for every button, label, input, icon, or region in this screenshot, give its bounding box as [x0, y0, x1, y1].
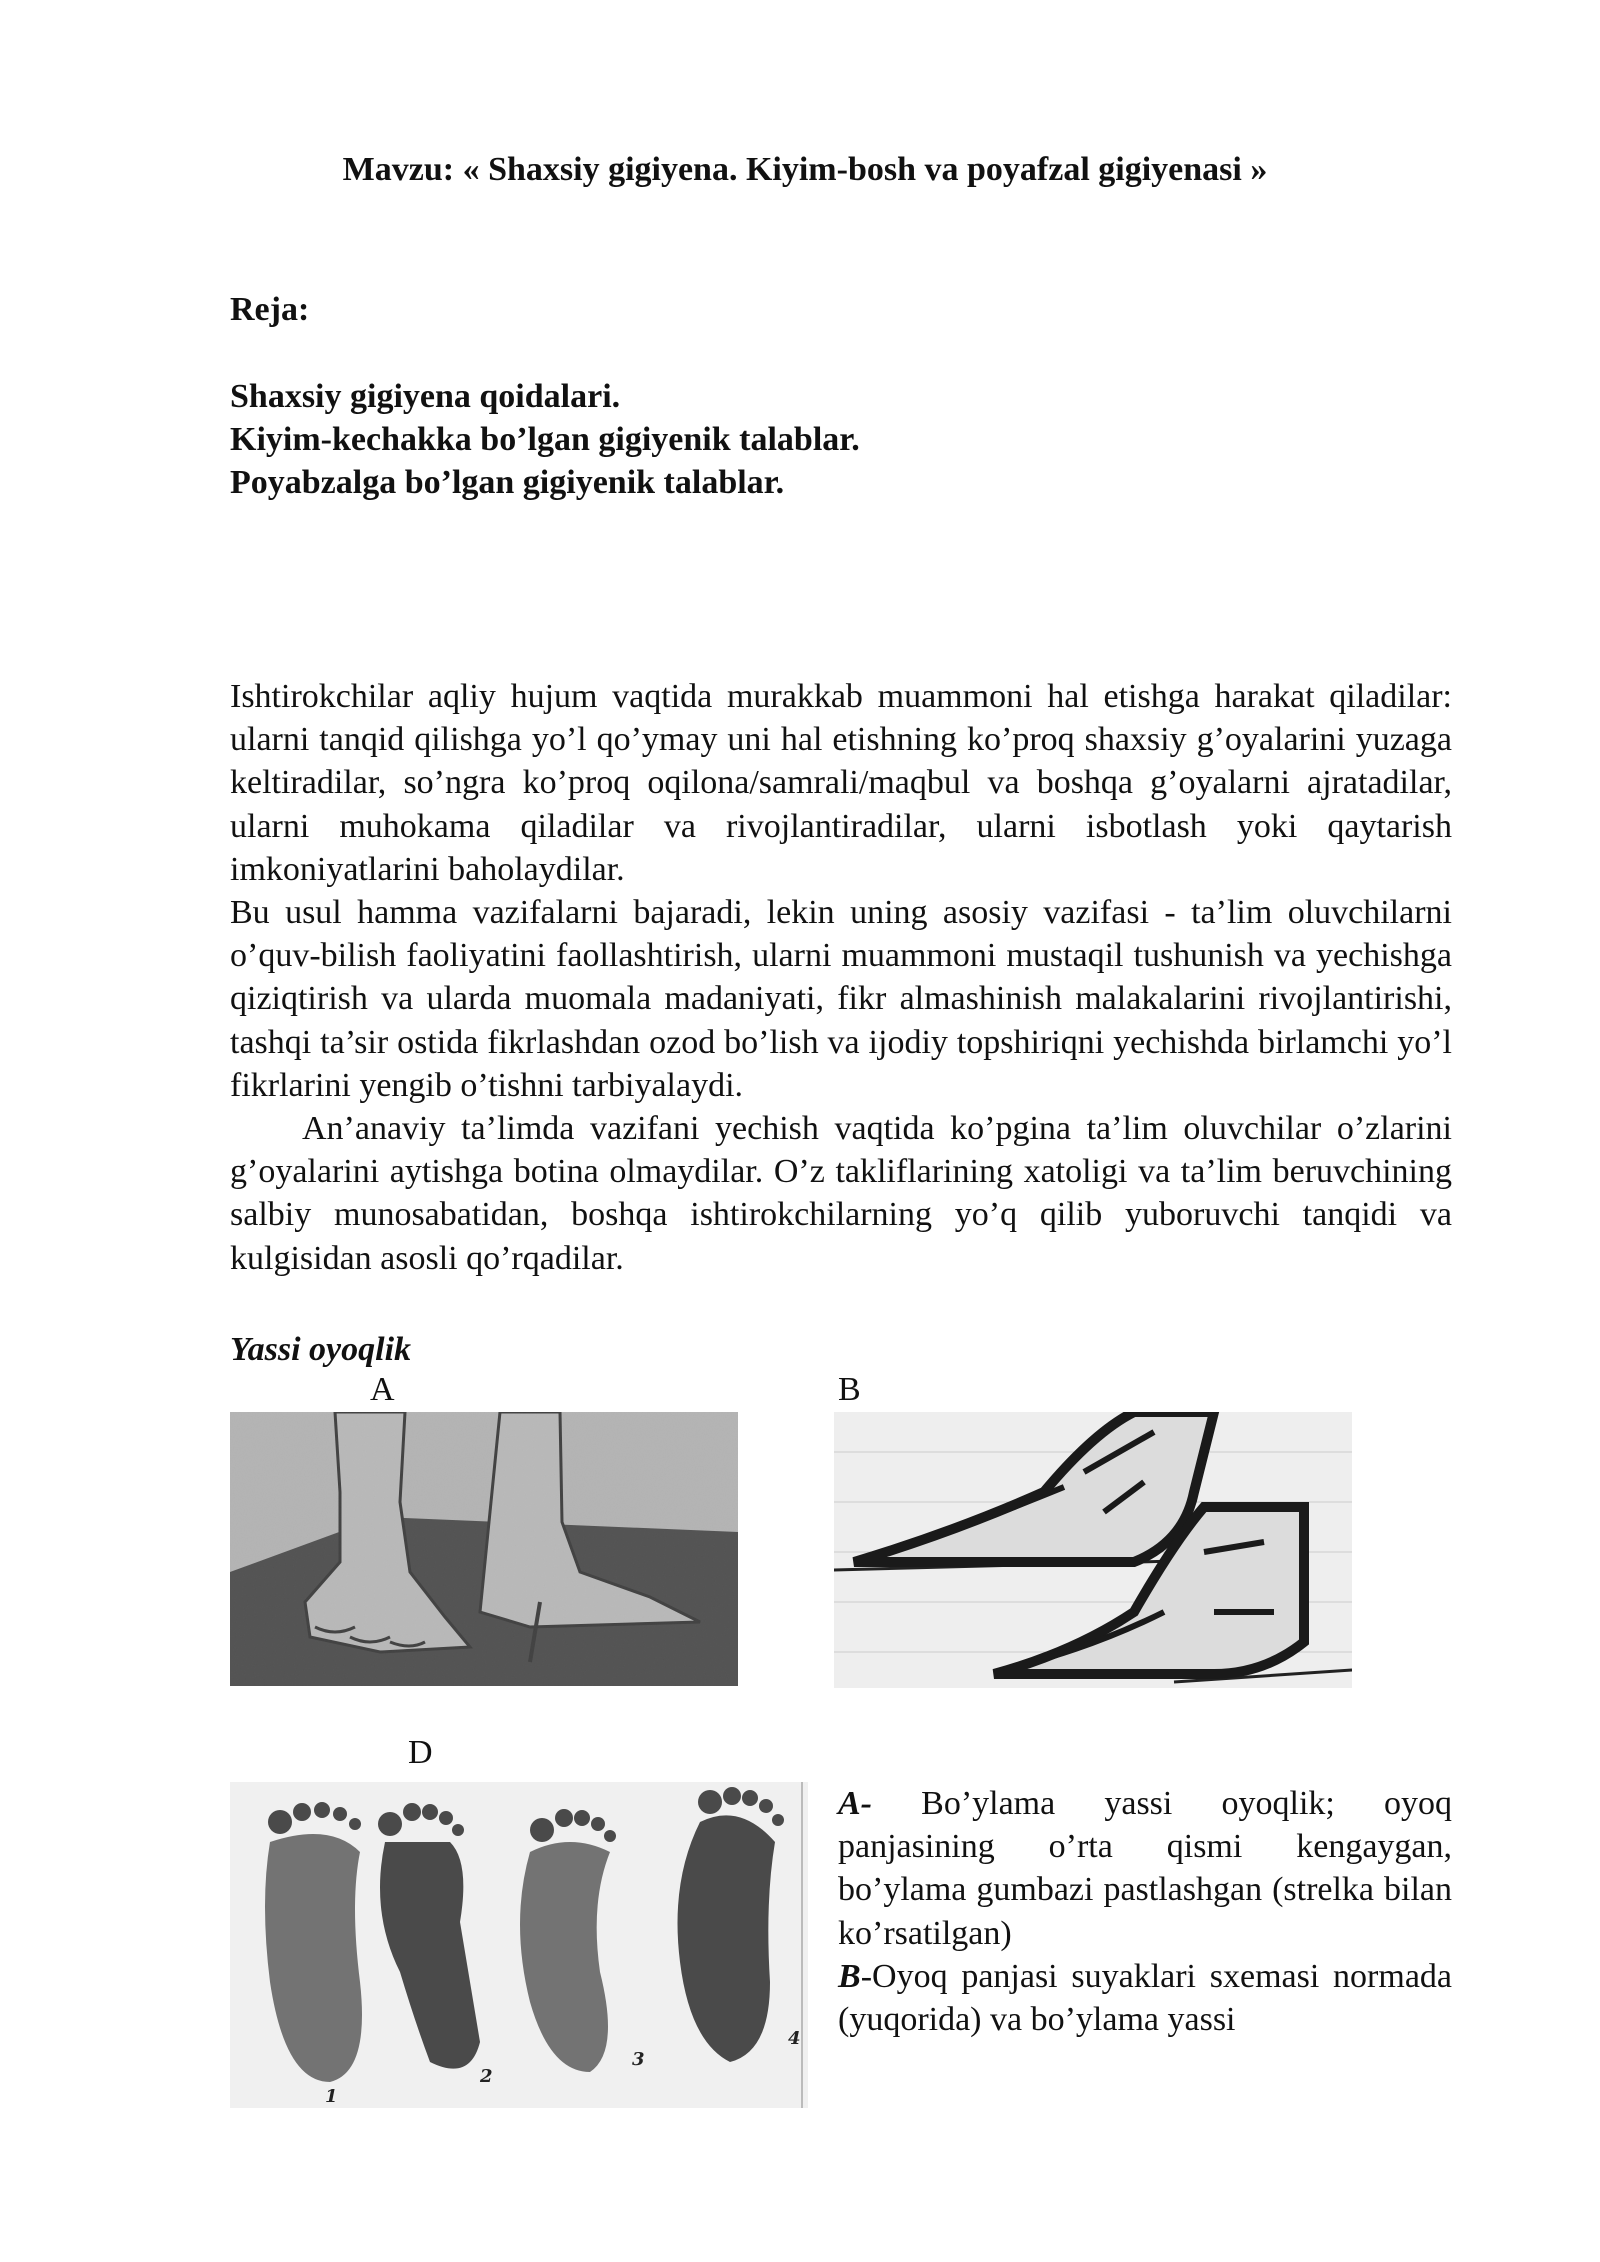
caption-b-key: B — [838, 1957, 861, 1995]
body-text — [230, 675, 1452, 1280]
plan-list — [230, 375, 860, 504]
caption-a — [838, 1782, 1452, 1955]
plan-heading: Reja: — [230, 291, 310, 328]
paragraph-1: Ishtirokchilar aqliy hujum vaqtida murakkab muammoni hal etishga harakat qiladilar: ularni tanqid qilishga yo’l qo’ymay uni hal etishning ko’proq shaxsiy g’oyalarini yuzaga keltiradilar, so’ngra ko’proq oqilona/samrali/maqbul va boshqa g’oyalarni ajratadilar, ularni muhokama qiladilar va rivojlantiradilar, ularni isbotlash yoki qaytarish imkoniyatlarini baholaydilar. — [230, 678, 1452, 888]
caption-b-text: -Oyoq panjasi suyaklari sxemasi normada (yuqorida) va bo’ylama yassi — [838, 1957, 1452, 2039]
footprint-number: 3 — [632, 2049, 645, 2070]
paragraph-2: Bu usul hamma vazifalarni bajaradi, lekin uning asosiy vazifasi - ta’lim oluvchilarni o’quv-bilish faoliyatini faollashtirish, ularni muammoni mustaqil tushunish va yechishga qiziqtirish va ularda muomala madaniyati, fikr almashinish malakalarini rivojlantirishi, tashqi ta’sir ostida fikrlashdan ozod bo’lish va ijodiy topshiriqni yechishda birlamchi yo’l fikrlarini yengib o’tishni tarbiyalaydi. — [230, 894, 1452, 1104]
figure-a-standing-feet — [230, 1412, 738, 1686]
caption-a-key: A- — [838, 1785, 872, 1822]
footprint-number: 1 — [325, 2086, 338, 2107]
footprint-number: 4 — [788, 2028, 801, 2049]
paragraph-3: An’anaviy ta’limda vazifani yechish vaqtida ko’pgina ta’lim oluvchilar o’zlarini g’oyalarini aytishga botina olmaydilar. O’z takliflarining xatoligi va ta’lim beruvchining salbiy munosabatidan, boshqa ishtirokchilarning yo’q qilib yuboruvchi tanqidi va kulgisidan asosli qo’rqadilar. — [230, 1110, 1452, 1277]
footprint-number: 2 — [480, 2066, 493, 2087]
plan-item: Shaxsiy gigiyena qoidalari. — [230, 378, 621, 415]
caption-b — [838, 1955, 1452, 2041]
figure-label-d: D — [408, 1734, 433, 1771]
figure-b-foot-bone-scheme — [834, 1412, 1352, 1688]
caption-a-text: Bo’ylama yassi oyoqlik; oyoq panjasining o’rta qismi kengaygan, bo’ylama gumbazi pastlashgan (strelka bilan ko’rsatilgan) — [838, 1785, 1452, 1952]
plan-item: Kiyim-kechakka bo’lgan gigiyenik talablar. — [230, 421, 860, 458]
page-title: Mavzu: « Shaxsiy gigiyena. Kiyim-bosh va poyafzal gigiyenasi » — [342, 151, 1268, 188]
plan-item: Poyabzalga bo’lgan gigiyenik talablar. — [230, 464, 785, 501]
figure-heading: Yassi oyoqlik — [230, 1331, 412, 1368]
figure-label-a: A — [370, 1371, 395, 1408]
figure-d-footprints — [230, 1782, 808, 2108]
figure-label-b: B — [838, 1371, 861, 1408]
figure-caption — [838, 1782, 1452, 2041]
